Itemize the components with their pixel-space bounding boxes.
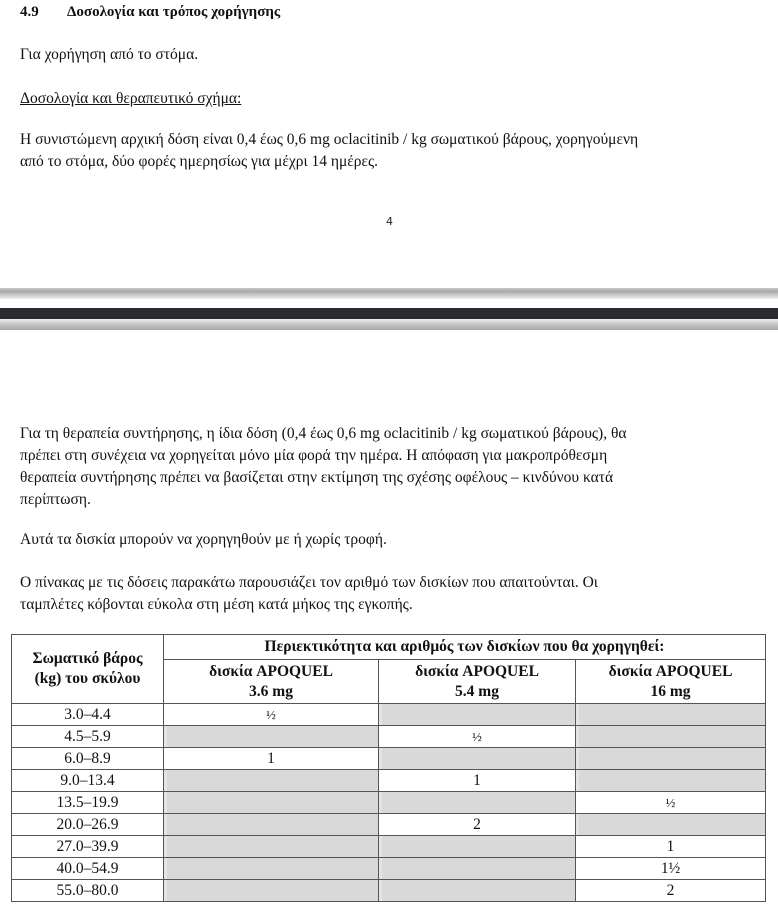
dose-cell-5-4mg: 2 — [379, 814, 576, 836]
table-row — [12, 836, 766, 858]
table-intro-line-2: ταμπλέτες κόβονται εύκολα στη μέση κατά μήκος της εγκοπής. — [20, 596, 413, 613]
column-strength: 3.6 mg — [249, 682, 293, 700]
dose-cell-3-6mg — [164, 792, 379, 814]
section-number: 4.9 — [20, 4, 39, 20]
table-row — [12, 770, 766, 792]
dose-cell-5-4mg — [379, 858, 576, 880]
column-name: δισκία APOQUEL — [209, 662, 333, 680]
weight-cell: 20.0–26.9 — [12, 814, 164, 836]
column-name: δισκία APOQUEL — [415, 662, 539, 680]
dose-cell-5-4mg — [379, 836, 576, 858]
weight-cell: 3.0–4.4 — [12, 704, 164, 726]
weight-column-header — [12, 635, 164, 704]
dose-cell-3-6mg — [164, 814, 379, 836]
weight-cell: 4.5–5.9 — [12, 726, 164, 748]
weight-cell: 40.0–54.9 — [12, 858, 164, 880]
maintenance-line-3: θεραπεία συντήρησης πρέπει να βασίζεται στην εκτίμηση της σχέσης οφέλους – κινδύνου κατά — [20, 469, 614, 486]
dose-cell-5-4mg — [379, 792, 576, 814]
dose-cell-16mg — [576, 726, 766, 748]
table-intro-line-1: Ο πίνακας με τις δόσεις παρακάτω παρουσιάζει τον αριθμό των δισκίων που απαιτούνται. Οι — [20, 574, 598, 591]
dose-cell-5-4mg — [379, 704, 576, 726]
dose-cell-16mg: 1½ — [576, 858, 766, 880]
dose-cell-16mg: 1 — [576, 836, 766, 858]
column-strength: 5.4 mg — [455, 682, 499, 700]
dose-cell-5-4mg — [379, 748, 576, 770]
page-separator-gap — [0, 308, 778, 319]
table-row — [12, 792, 766, 814]
initial-dose-line-2: από το στόμα, δύο φορές ημερησίως για μέχρι 14 ημέρες. — [20, 153, 379, 170]
dose-cell-16mg — [576, 770, 766, 792]
column-header-3-6mg — [164, 660, 379, 704]
weight-header-line-1: Σωματικό βάρος — [32, 650, 143, 667]
table-row — [12, 814, 766, 836]
table-row — [12, 726, 766, 748]
dose-cell-3-6mg — [164, 726, 379, 748]
route-paragraph: Για χορήγηση από το στόμα. — [20, 46, 199, 63]
dose-cell-3-6mg: ½ — [164, 704, 379, 726]
dose-cell-16mg — [576, 814, 766, 836]
dosage-subheading: Δοσολογία και θεραπευτικό σχήμα: — [20, 90, 242, 107]
dose-cell-16mg — [576, 704, 766, 726]
dose-cell-3-6mg — [164, 836, 379, 858]
weight-cell: 6.0–8.9 — [12, 748, 164, 770]
weight-header-line-2: (kg) του σκύλου — [34, 670, 141, 687]
table-row — [12, 748, 766, 770]
tablet-group-header: Περιεκτικότητα και αριθμός των δισκίων που θα χορηγηθεί: — [164, 635, 766, 660]
weight-cell: 9.0–13.4 — [12, 770, 164, 792]
column-strength: 16 mg — [650, 682, 691, 700]
maintenance-line-4: περίπτωση. — [20, 491, 91, 508]
initial-dose-line-1: Η συνιστώμενη αρχική δόση είναι 0,4 έως 0,6 mg oclacitinib / kg σωματικού βάρους, χορηγούμενη — [20, 131, 639, 148]
dose-cell-3-6mg — [164, 770, 379, 792]
weight-cell: 27.0–39.9 — [12, 836, 164, 858]
section-heading — [20, 4, 280, 21]
weight-cell: 13.5–19.9 — [12, 792, 164, 814]
dose-cell-3-6mg: 1 — [164, 748, 379, 770]
dose-cell-5-4mg — [379, 880, 576, 902]
dose-cell-16mg — [576, 748, 766, 770]
column-header-16mg — [576, 660, 766, 704]
page-separator-shadow-bottom — [0, 319, 778, 330]
section-title: Δοσολογία και τρόπος χορήγησης — [67, 4, 281, 20]
dosing-table — [11, 634, 766, 902]
dose-cell-16mg: 2 — [576, 880, 766, 902]
dose-cell-5-4mg: 1 — [379, 770, 576, 792]
dose-cell-16mg: ½ — [576, 792, 766, 814]
dose-cell-3-6mg — [164, 880, 379, 902]
food-paragraph: Αυτά τα δισκία μπορούν να χορηγηθούν με ή χωρίς τροφή. — [20, 531, 387, 548]
maintenance-line-1: Για τη θεραπεία συντήρησης, η ίδια δόση (0,4 έως 0,6 mg oclacitinib / kg σωματικού βάρους), θα — [20, 425, 627, 442]
dose-cell-5-4mg: ½ — [379, 726, 576, 748]
table-row — [12, 858, 766, 880]
weight-cell: 55.0–80.0 — [12, 880, 164, 902]
page-separator-shadow-top — [0, 288, 778, 299]
table-row — [12, 704, 766, 726]
column-header-5-4mg — [379, 660, 576, 704]
table-row — [12, 880, 766, 902]
page-number: 4 — [386, 215, 393, 228]
dose-cell-3-6mg — [164, 858, 379, 880]
column-name: δισκία APOQUEL — [608, 662, 733, 680]
maintenance-line-2: πρέπει στη συνέχεια να χορηγείται μόνο μία φορά την ημέρα. Η απόφαση για μακροπρόθεσμη — [20, 447, 608, 464]
